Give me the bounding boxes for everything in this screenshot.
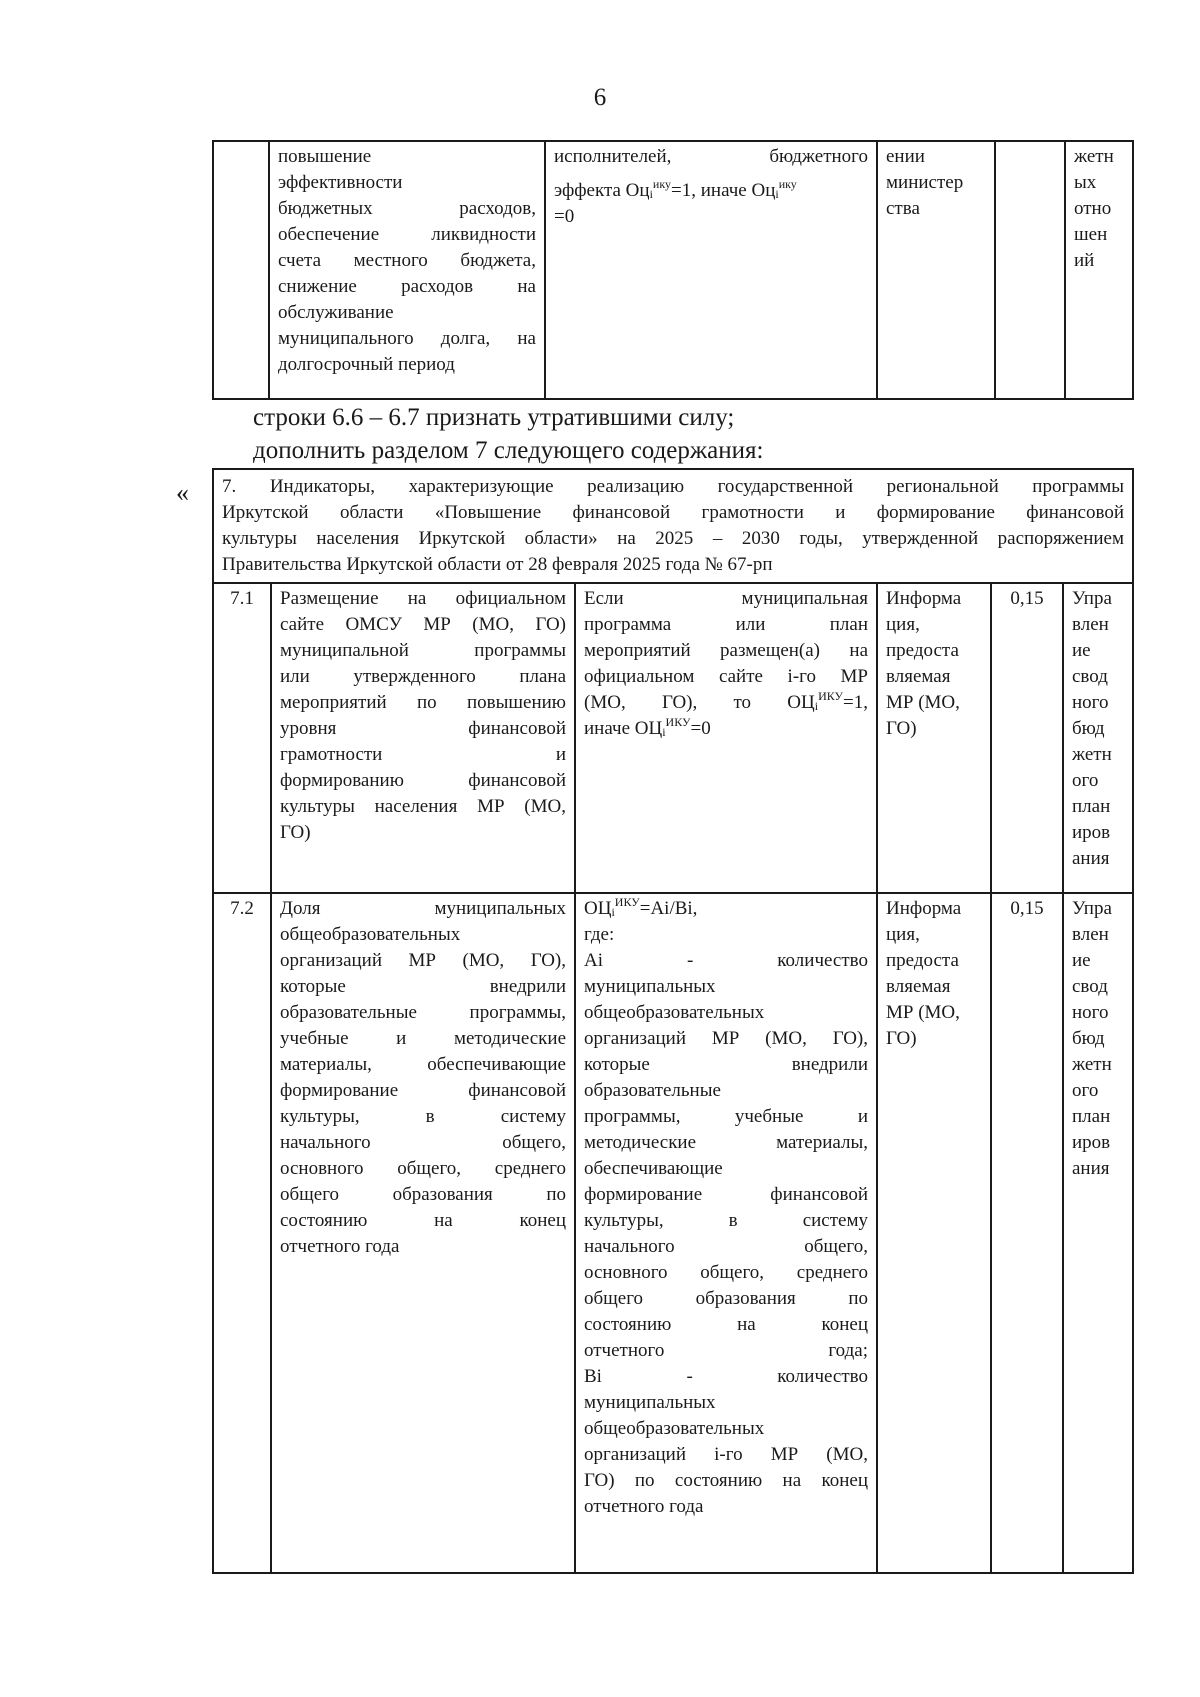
method-line: Bi - количество [584,1366,868,1387]
indicator-name-line: формированию финансовой [280,770,566,791]
indicator-name-line: организаций МР (МО, ГО), [280,950,566,971]
calculation-method-cell [545,141,877,399]
responsible-line: Упра [1072,588,1112,609]
formula-text: ОЦ [584,898,612,919]
indicator-name-line: состоянию на конец [280,1210,566,1231]
responsible-line: свод [1072,666,1108,687]
section7-header-line: Правительства Иркутской области от 28 февраля 2025 года № 67-рп [222,554,773,575]
responsible-line: ного [1072,1002,1109,1023]
method-formula-line [584,896,868,922]
method-line: где: [584,924,615,945]
indicator-name-line: обслуживание [278,302,394,323]
table-row [213,583,1133,893]
method-line: организаций МР (МО, ГО), [584,1028,868,1049]
calculation-method-cell [575,583,877,893]
responsible-line: Упра [1072,898,1112,919]
method-line: Ai - количество [584,950,868,971]
indicator-name-line: основного общего, среднего [280,1158,566,1179]
section7-header-line: культуры населения Иркутской области» на 2025 – 2030 годы, утвержденной распоряжением [222,528,1125,549]
indicator-name-line: которые внедрили [280,976,566,997]
responsible-line: ого [1072,770,1099,791]
indicator-name-line: культуры, в систему [280,1106,566,1127]
indicator-name-line: ГО) [280,822,311,843]
formula-text: (МО, ГО), то ОЦ [584,692,815,713]
source-line: ция, [886,924,920,945]
formula-subscript: i [775,187,779,201]
method-line: общего образования по [584,1288,868,1309]
source-line: ении [886,146,925,167]
source-cell [877,141,995,399]
instruction-line-1: строки 6.6 – 6.7 признать утратившими силу; [253,404,735,431]
responsible-line: свод [1072,976,1108,997]
formula-text: иначе ОЦ [584,718,663,739]
responsible-line: иров [1072,1132,1111,1153]
source-line: Информа [886,588,962,609]
indicator-name-line: учебные и методические [280,1028,566,1049]
indicator-name-cell [271,583,575,893]
indicator-name-line: или утвержденного плана [280,666,566,687]
indicator-name-line: Размещение на официальном [280,588,566,609]
source-line: министер [886,172,964,193]
indicator-name-line: Доля муниципальных [280,898,566,919]
formula-subscript: i [814,699,819,713]
indicator-name-line: муниципального долга, на [278,328,536,349]
page-number: 6 [593,84,607,111]
source-line: Информа [886,898,962,919]
method-line: культуры, в систему [584,1210,868,1231]
source-line: вляемая [886,666,951,687]
method-line: мероприятий размещен(а) на [584,640,868,661]
source-line: вляемая [886,976,951,997]
method-line: обеспечивающие [584,1158,723,1179]
method-line: официальном сайте i-го МР [584,666,868,687]
source-line: ГО) [886,718,917,739]
method-line: общеобразовательных [584,1002,765,1023]
responsible-line: план [1072,796,1111,817]
responsible-line: ания [1072,1158,1110,1179]
indicator-name-line: материалы, обеспечивающие [280,1054,566,1075]
section7-header-cell [213,469,1133,583]
responsible-line: ания [1072,848,1110,869]
table-row [213,141,1133,399]
source-cell [877,893,991,1573]
indicator-name-line: счета местного бюджета, [278,250,536,271]
indicator-name-line: повышение [278,146,372,167]
formula-superscript: ИКУ [665,715,691,729]
formula-subscript: i [649,187,653,201]
formula-subscript: i [611,905,615,919]
responsible-cell [1063,893,1133,1573]
responsible-line: жетн [1072,744,1112,765]
responsible-cell [1065,141,1133,399]
section7-header-line: 7. Индикаторы, характеризующие реализацию государственной региональной программы [222,476,1125,497]
source-line: МР (МО, [886,1002,960,1023]
method-line: которые внедрили [584,1054,868,1075]
source-line: ция, [886,614,920,635]
method-line: Если муниципальная [584,588,868,609]
responsible-line: план [1072,1106,1111,1127]
responsible-line: жетн [1072,1054,1112,1075]
indicator-name-line: отчетного года [280,1236,400,1257]
source-line: предоста [886,950,959,971]
weight-cell [995,141,1065,399]
method-line: муниципальных [584,1392,716,1413]
formula-superscript: ИКУ [614,895,640,909]
num-cell [213,141,269,399]
responsible-line: жетн [1074,146,1114,167]
responsible-line: отно [1074,198,1112,219]
indicator-name-cell [271,893,575,1573]
source-cell [877,583,991,893]
responsible-line: ых [1074,172,1097,193]
responsible-line: влен [1072,924,1109,945]
method-formula-line [584,690,868,716]
method-line: муниципальных [584,976,716,997]
section7-table [212,468,1134,1574]
method-line: образовательные [584,1080,721,1101]
indicator-name-line: культуры населения МР (МО, [280,796,566,817]
method-line: отчетного года [584,1496,704,1517]
method-line: формирование финансовой [584,1184,868,1205]
method-line: программа или план [584,614,868,635]
formula-superscript: ику [652,177,672,191]
indicator-name-line: обеспечение ликвидности [278,224,536,245]
indicator-name-line: бюджетных расходов, [278,198,536,219]
indicator-name-line: общего образования по [280,1184,566,1205]
indicator-name-line: муниципальной программы [280,640,566,661]
method-line: =0 [554,206,575,227]
responsible-line: ие [1072,640,1091,661]
indicator-name-line: общеобразовательных [280,924,461,945]
formula-text: эффекта Оц [554,180,650,201]
formula-subscript: i [662,725,666,739]
responsible-line: ий [1074,250,1095,271]
method-line: организаций i-го МР (МО, [584,1444,868,1465]
formula-superscript: ИКУ [818,689,844,703]
formula-text: =0 [690,718,711,739]
weight-cell: 0,15 [991,583,1063,893]
responsible-line: иров [1072,822,1111,843]
section7-header-row [213,469,1133,583]
responsible-line: шен [1074,224,1108,245]
section7-header-line: Иркутской области «Повышение финансовой грамотности и формирование финансовой [222,502,1125,523]
responsible-line: бюд [1072,1028,1105,1049]
indicator-name-line: образовательные программы, [280,1002,566,1023]
table-row [213,893,1133,1573]
source-line: МР (МО, [886,692,960,713]
method-line: ГО) по состоянию на конец [584,1470,868,1491]
formula-superscript: ику [778,177,797,191]
source-line: ГО) [886,1028,917,1049]
responsible-line: ного [1072,692,1109,713]
row-number: 7.2 [213,893,271,1573]
responsible-cell [1063,583,1133,893]
method-line: состоянию на конец [584,1314,868,1335]
method-line: отчетного года; [584,1340,868,1361]
indicator-name-line: снижение расходов на [278,276,536,297]
method-formula-line [584,716,868,742]
instruction-line-2: дополнить разделом 7 следующего содержания: [253,437,764,464]
method-line: общеобразовательных [584,1418,765,1439]
responsible-line: бюд [1072,718,1105,739]
indicator-name-line: долгосрочный период [278,354,455,375]
indicator-name-line: грамотности и [280,744,566,765]
indicator-name-line: начального общего, [280,1132,566,1153]
responsible-line: влен [1072,614,1109,635]
indicator-name-line: эффективности [278,172,403,193]
indicator-name-line: формирование финансовой [280,1080,566,1101]
formula-text: =1, [843,692,868,713]
indicator-name-line: мероприятий по повышению [280,692,566,713]
opening-quote: « [176,478,189,507]
method-line: начального общего, [584,1236,868,1257]
formula-text: =1, иначе Оц [671,180,776,201]
method-formula-line [554,178,868,204]
indicator-name-cell [269,141,545,399]
method-line: основного общего, среднего [584,1262,868,1283]
method-line: программы, учебные и [584,1106,868,1127]
calculation-method-cell [575,893,877,1573]
continuation-table [212,140,1134,400]
responsible-line: ие [1072,950,1091,971]
method-line: методические материалы, [584,1132,868,1153]
source-line: предоста [886,640,959,661]
method-line: исполнителей, бюджетного [554,146,868,167]
indicator-name-line: уровня финансовой [280,718,566,739]
responsible-line: ого [1072,1080,1099,1101]
weight-cell: 0,15 [991,893,1063,1573]
row-number: 7.1 [213,583,271,893]
indicator-name-line: сайте ОМСУ МР (МО, ГО) [280,614,566,635]
formula-text: =Ai/Bi, [639,898,698,919]
source-line: ства [886,198,920,219]
